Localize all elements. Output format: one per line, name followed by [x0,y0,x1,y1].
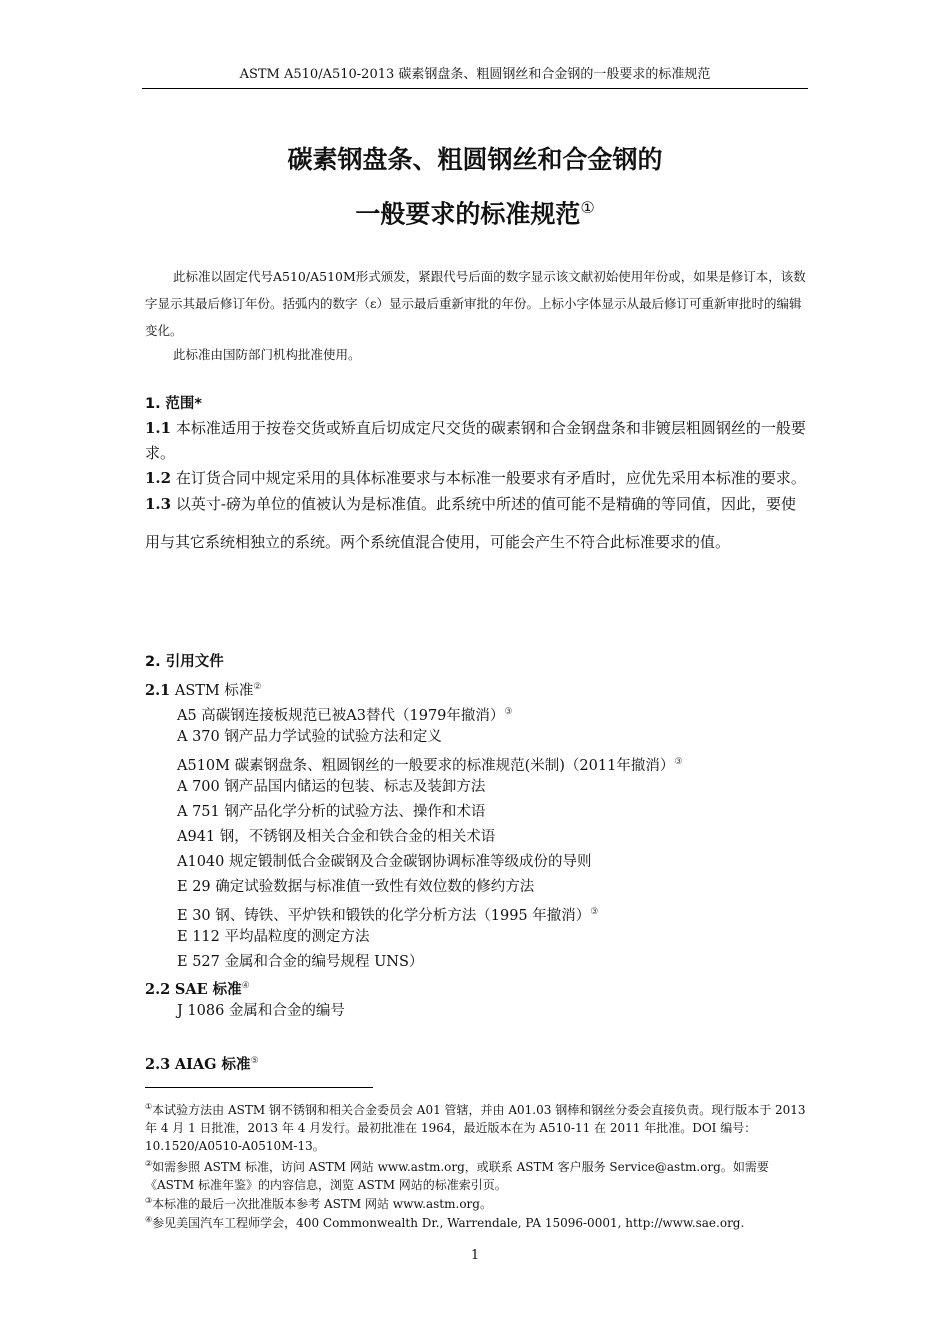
astm-ref-e30 [177,901,598,927]
footnote-mark: ③ [590,907,599,917]
subsection-label: ASTM 标准 [174,682,254,699]
ref-text: A510M 碳素钢盘条、粗圆钢丝的一般要求的标准规范(米制)（2011年撤消） [177,757,675,774]
astm-ref-a751 [177,801,485,823]
sae-ref-j1086 [177,1000,345,1022]
section-1-title: 范围* [165,396,202,412]
subsection-number: 2.1 [145,681,171,699]
ref-text: A 370 钢产品力学试验的试验方法和定义 [177,729,442,745]
ref-text: A1040 规定锻制低合金碳钢及合金碳钢协调标准等级成份的导则 [177,854,592,870]
footnote-mark: ④ [241,981,250,991]
footnote-1 [145,1098,809,1155]
footnote-mark: ④ [145,1215,153,1224]
ref-text: J 1086 金属和合金的编号 [177,1003,345,1019]
footnote-mark: ② [145,1159,153,1168]
footnote-4 [145,1211,809,1232]
section-2-number: 2. [145,654,161,670]
footnote-mark: ③ [145,1196,153,1205]
page-number: 1 [470,1248,480,1263]
footnote-text: 本标准的最后一次批准版本参考 ASTM 网站 www.astm.org。 [152,1197,492,1211]
title-line-1: 碳素钢盘条、粗圆钢丝和合金钢的 [287,145,663,174]
footnote-mark: ③ [674,757,683,767]
ref-text: E 527 金属和合金的编号规程 UNS） [177,954,424,970]
ref-text: E 30 钢、铸铁、平炉铁和锻铁的化学分析方法（1995 年撤消） [177,907,591,924]
section-1-number: 1. [145,396,161,412]
subsection-label: AIAG 标准 [174,1055,251,1073]
subsection-number: 2.3 [145,1055,171,1073]
subsection-number: 2.2 [145,980,171,998]
astm-ref-a510m [177,751,682,777]
header-rule [142,88,808,89]
footnote-rule [145,1087,373,1088]
intro [145,263,807,366]
title-footnote-mark: ① [580,198,595,217]
ref-text: E 29 确定试验数据与标准值一致性有效位数的修约方法 [177,879,535,895]
clause-text: 本标准适用于按卷交货或矫直后切成定尺交货的碳素钢和合金钢盘条和非镀层粗圆钢丝的一般要求。 [145,419,806,462]
ref-text: A941 钢，不锈钢及相关合金和铁合金的相关术语 [177,829,496,845]
astm-ref-a370 [177,726,442,748]
ref-text: A5 高碳钢连接板规范已被A3替代（1979年撤消） [177,707,505,724]
astm-ref-e29 [177,876,534,898]
clause-number: 1.2 [145,469,172,487]
clause-text: 在订货合同中规定采用的具体标准要求与本标准一般要求有矛盾时，应优先采用本标准的要求。 [175,469,806,487]
clause-number: 1.1 [145,419,172,437]
footnote-text: 参见美国汽车工程师学会，400 Commonwealth Dr., Warrendale, PA 15096-0001, http://www.sae.org. [152,1216,745,1230]
astm-ref-a700 [177,776,485,798]
astm-ref-a1040 [177,851,591,873]
footnote-mark: ① [145,1102,153,1111]
astm-ref-e112 [177,926,369,948]
subsection-2-1 [145,676,261,702]
astm-ref-a5 [177,701,512,727]
ref-text: A 751 钢产品化学分析的试验方法、操作和术语 [177,804,486,820]
ref-text: E 112 平均晶粒度的测定方法 [177,929,370,945]
astm-ref-a941 [177,826,495,848]
title-line-2-text: 一般要求的标准规范 [355,199,581,229]
clause-number: 1.3 [145,495,172,513]
footnote-3 [145,1192,809,1213]
clause-1-1 [145,416,807,466]
intro-paragraph-2: 此标准由国防部门机构批准使用。 [173,347,361,362]
footnote-mark: ③ [504,707,513,717]
footnote-text: 如需参照 ASTM 标准，访问 ASTM 网站 www.astm.org，或联系 ASTM 客户服务 Service@astm.org。如需要《ASTM 标准年鉴》的内容信息，浏览 ASTM 网站的标准索引页。 [145,1160,769,1192]
clause-text: 以英寸-磅为单位的值被认为是标准值。此系统中所述的值可能不是精确的等同值，因此，要使用与其它系统相独立的系统。两个系统值混合使用，可能会产生不符合此标准要求的值。 [145,495,796,551]
section-2-heading [145,651,807,673]
intro-paragraph-1: 此标准以固定代号A510/A510M形式颁发，紧跟代号后面的数字显示该文献初始使用年份或，如果是修订本，该数字显示其最后修订年份。括弧内的数字（ε）显示最后重新审批的年份。上标小字体显示从最后修订可重新审批时的编辑变化。 [145,269,806,338]
footnote-text: 本试验方法由 ASTM 钢不锈钢和相关合金委员会 A01 管辖，并由 A01.03 钢棒和钢丝分委会直接负责。现行版本于 2013 年 4 月 1 日批准，2013 年 4 月发行。最初批准在 1964，最近版本在为 A510-11 在 2011 年批准。DOI 编号：10.1520/A0510-A0510M-13。 [145,1103,806,1153]
astm-ref-e527 [177,951,423,973]
title-line-2 [142,191,808,231]
subsection-2-3 [145,1050,259,1076]
footnote-2 [145,1155,809,1194]
clause-1-3 [145,485,807,561]
footnote-mark: ⑤ [250,1056,259,1066]
section-1 [145,391,807,561]
section-1-heading [145,391,807,416]
footnote-mark: ② [253,682,262,692]
subsection-2-2 [145,975,250,1001]
subsection-label: SAE 标准 [174,980,242,998]
section-2-title: 引用文件 [165,654,224,670]
running-header: ASTM A510/A510-2013 碳素钢盘条、粗圆钢丝和合金钢的一般要求的标准规范 [239,67,711,82]
ref-text: A 700 钢产品国内储运的包装、标志及装卸方法 [177,779,486,795]
